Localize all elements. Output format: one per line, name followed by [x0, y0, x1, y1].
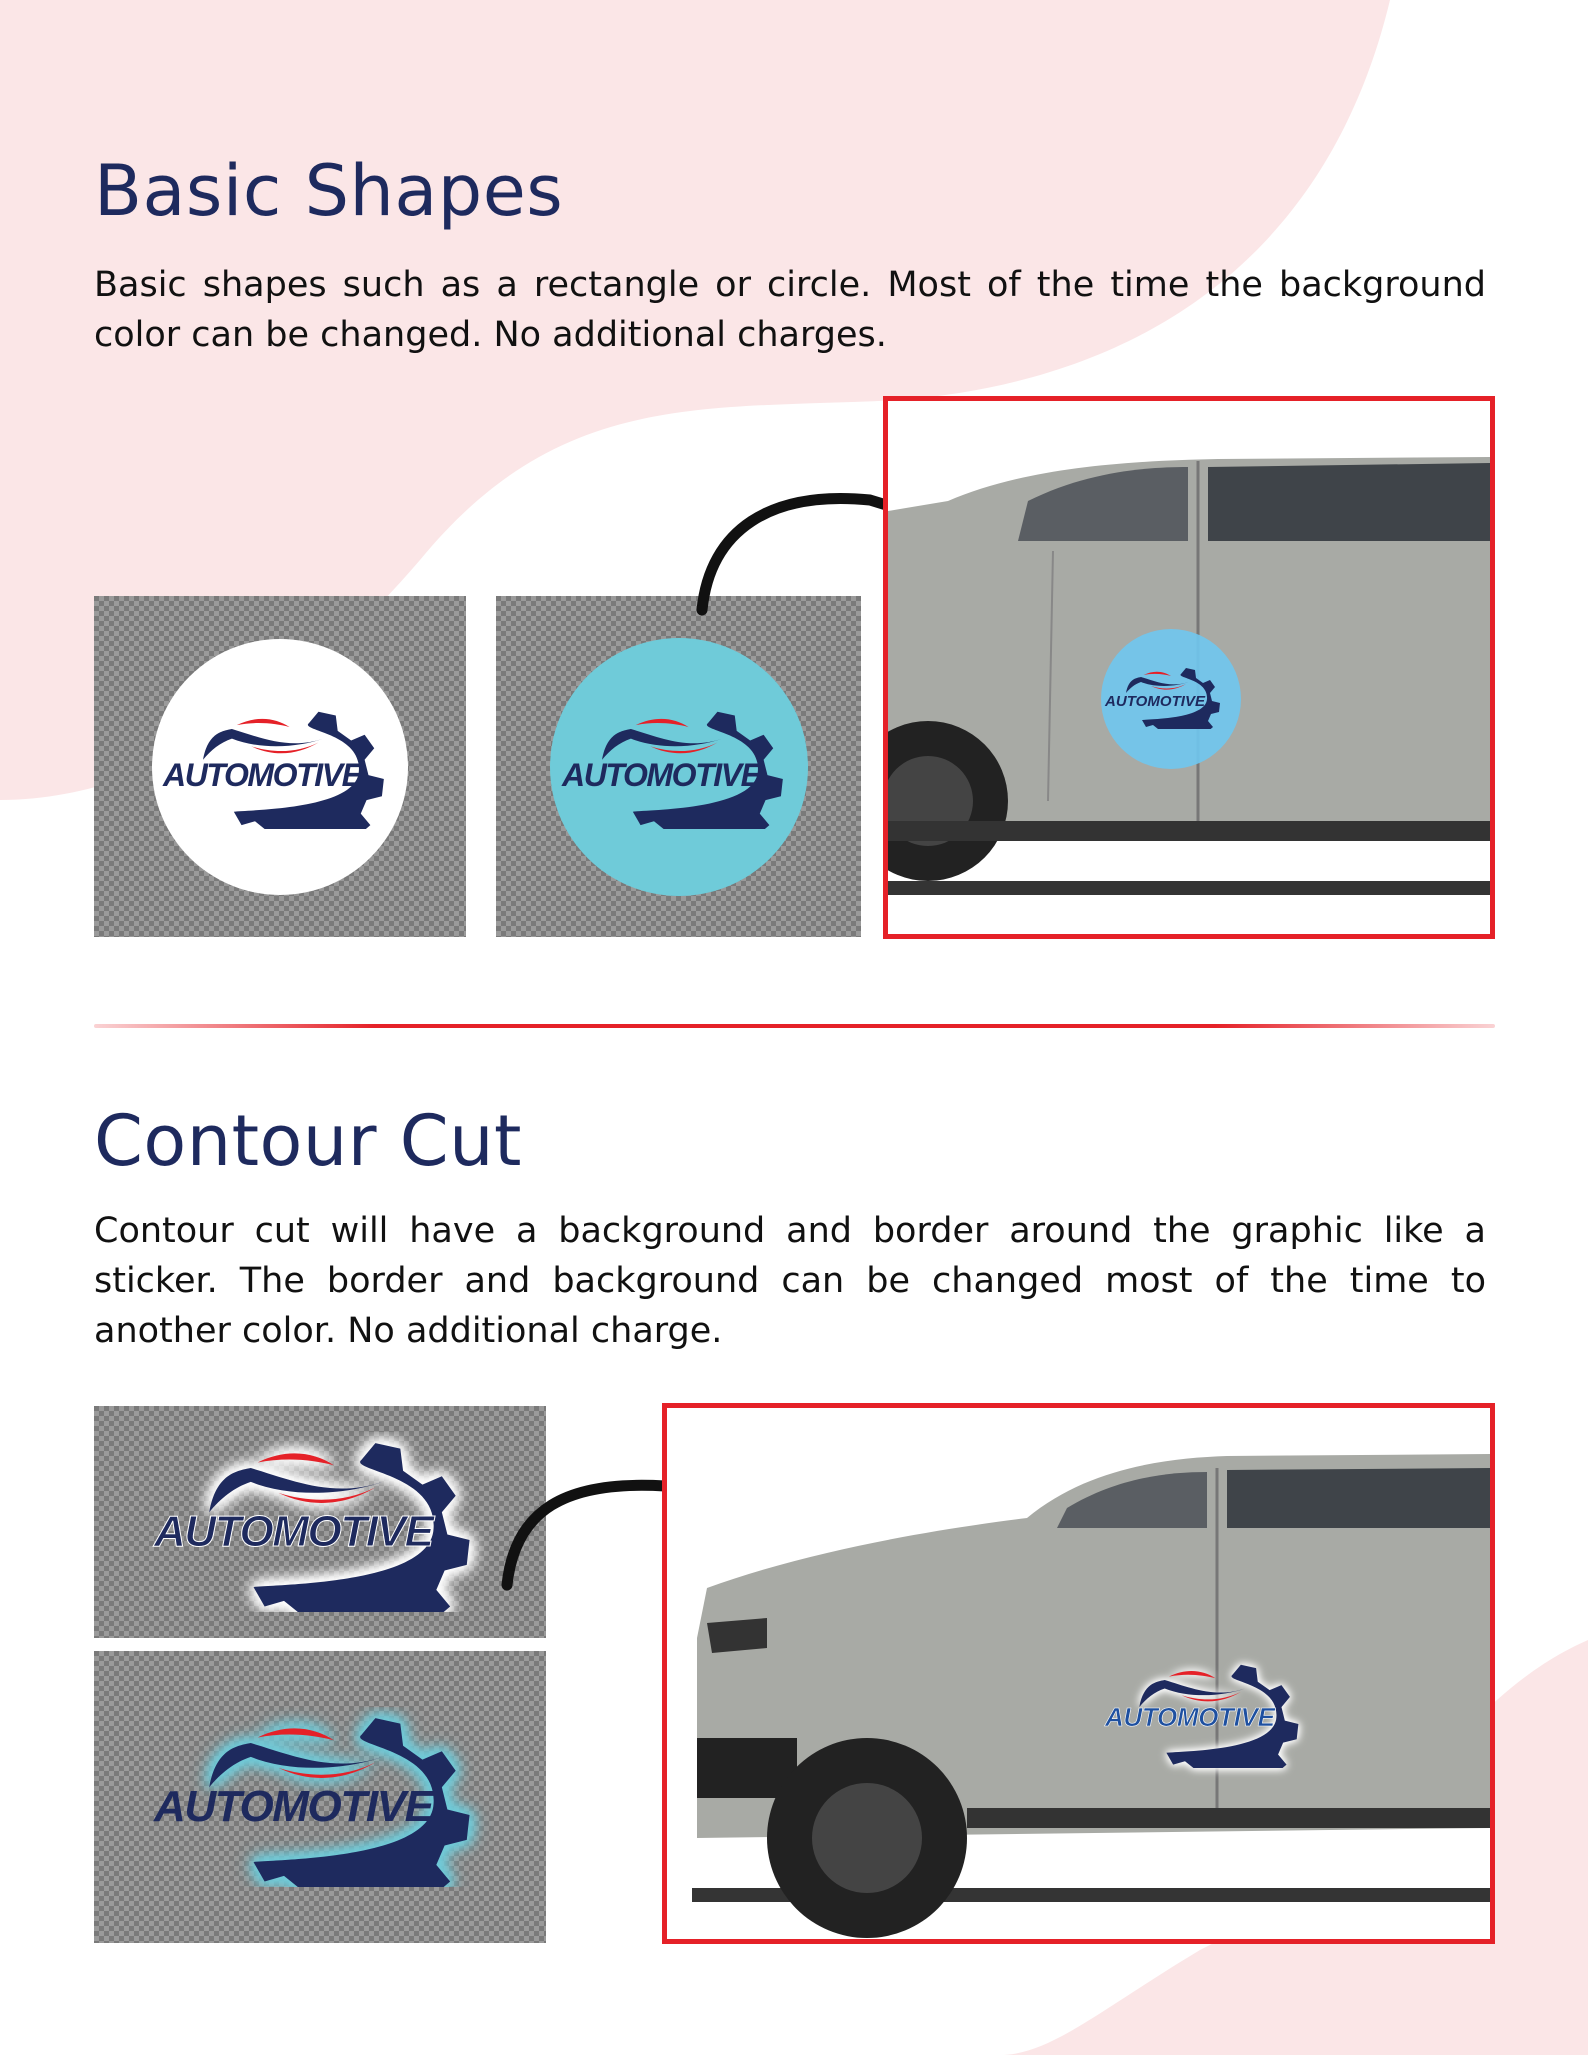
cyan-circle-sample: [496, 596, 861, 937]
automotive-logo-cyan-contour: [140, 1707, 500, 1887]
white-circle: [152, 639, 408, 895]
basic-shapes-description: Basic shapes such as a rectangle or circle. Most of the time the background color can be changed. No additional charges.: [94, 265, 1486, 355]
basic-shapes-title: Basic Shapes: [94, 150, 564, 232]
svg-text:AUTOMOTIVE: AUTOMOTIVE: [1105, 1702, 1275, 1732]
svg-text:AUTOMOTIVE: AUTOMOTIVE: [1105, 693, 1205, 710]
svg-text:AUTOMOTIVE: AUTOMOTIVE: [154, 1782, 434, 1831]
truck-preview-contour: [662, 1403, 1495, 1944]
svg-text:AUTOMOTIVE: AUTOMOTIVE: [163, 757, 363, 793]
truck-image: [667, 1408, 1490, 1939]
white-contour-sample: [94, 1406, 546, 1638]
white-circle-sample: [94, 596, 466, 937]
cyan-contour-sample: [94, 1651, 546, 1943]
automotive-logo: [155, 704, 405, 829]
automotive-logo-white-contour: [140, 1432, 500, 1612]
automotive-logo: [554, 704, 804, 829]
contour-cut-description: Contour cut will have a background and border around the graphic like a sticker. The border and background can be changed most of the time to another color. No additional charge.: [94, 1211, 1486, 1351]
cyan-circle: [550, 638, 808, 896]
svg-text:AUTOMOTIVE: AUTOMOTIVE: [154, 1507, 434, 1556]
truck-preview-circle: [883, 396, 1495, 939]
svg-text:AUTOMOTIVE: AUTOMOTIVE: [561, 757, 762, 793]
contour-cut-title: Contour Cut: [94, 1100, 522, 1182]
truck-image: [888, 401, 1490, 934]
section-divider: [94, 1024, 1495, 1028]
